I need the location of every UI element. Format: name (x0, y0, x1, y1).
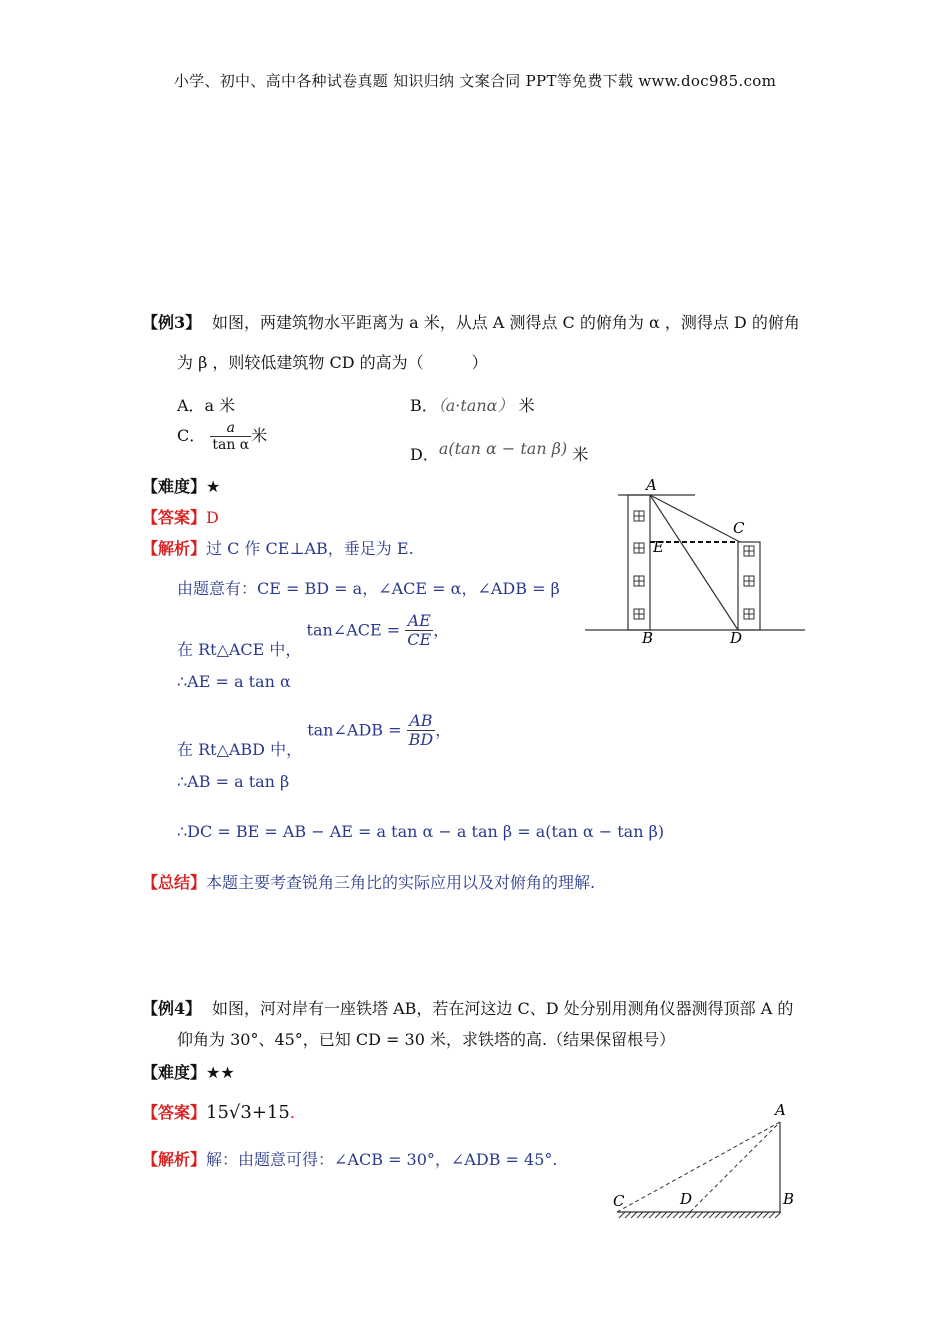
ex3-label: 【例3】 (142, 313, 202, 332)
ex3-solution-line4: 在 Rt△ABD 中， tan∠ADB = $\frac{AB}{BD}$ ， (177, 711, 452, 760)
tall-building-windows (634, 511, 644, 619)
ground-hatching (619, 1212, 781, 1218)
ex3-analysis: 【解析】过 C 作 CE⊥AB，垂足为 E. (142, 539, 414, 558)
line-ca-dashed (617, 1122, 780, 1212)
ex3-stem-line1: 如图，两建筑物水平距离为 a 米，从点 A 测得点 C 的俯角为 α ，测得点 D 的俯角 (212, 313, 800, 332)
ex3-fraction-ae-ce: $\frac{AE}{CE}$ (407, 611, 432, 650)
line-ad (650, 495, 738, 630)
ex3-difficulty: 【难度】★ (142, 477, 221, 496)
ex3-option-d: D．a(tan α − tan β) 米 (410, 439, 589, 464)
ex3-option-c-fraction: $\frac{a}{\text{tan α}}$ (212, 420, 250, 454)
ex3-solution-line2: 在 Rt△ACE 中， tan∠ACE = $\frac{AE}{CE}$ ， (177, 611, 450, 660)
ex4-stem-line1: 如图，河对岸有一座铁塔 AB，若在河这边 C、D 处分别用测角仪器测得顶部 A 的 (212, 999, 794, 1018)
label-c: C (613, 1192, 625, 1210)
ex3-stem-line2: 为 β ，则较低建筑物 CD 的高为（ ） (177, 353, 488, 372)
ex3-solution-line6: ∴DC = BE = AB − AE = a tan α − a tan β = a(tan α − tan β) (177, 822, 665, 841)
ex3-answer: 【答案】D (142, 508, 219, 527)
label-b: B (642, 629, 654, 647)
ex3-option-c: C． $\frac{a}{\text{tan α}}$ 米 (177, 420, 268, 454)
ex3-fraction-ab-bd: $\frac{AB}{BD}$ (408, 711, 434, 750)
ex3-building-figure (580, 470, 810, 650)
label-c: C (733, 519, 745, 537)
line-da-dashed (690, 1122, 780, 1212)
label-a: A (775, 1101, 786, 1119)
ex4-difficulty: 【难度】★★ (142, 1063, 235, 1082)
label-a: A (646, 476, 657, 494)
ex3-option-b: B．（a·tanα） 米 (410, 396, 535, 415)
ex4-label: 【例4】 (142, 999, 202, 1018)
short-building-windows (744, 546, 754, 619)
ex3-solution-line1: 由题意有：CE = BD = a，∠ACE = α，∠ADB = β (177, 579, 560, 598)
ex3-summary: 【总结】本题主要考查锐角三角比的实际应用以及对俯角的理解. (142, 873, 596, 892)
ex3-option-a: A．a 米 (177, 396, 236, 415)
ex4-tower-figure (605, 1100, 805, 1225)
ex4-stem-line2: 仰角为 30°、45°，已知 CD = 30 米，求铁塔的高.（结果保留根号） (177, 1030, 676, 1049)
label-d: D (730, 629, 743, 647)
label-e: E (653, 538, 664, 556)
page-header: 小学、初中、高中各种试卷真题 知识归纳 文案合同 PPT等免费下载 www.doc985.com (173, 72, 777, 90)
ex3-solution-line3: ∴AE = a tan α (177, 672, 291, 691)
ex4-answer: 【答案】15√3+15. (142, 1102, 295, 1123)
ex4-analysis: 【解析】解：由题意可得：∠ACB = 30°，∠ADB = 45°. (142, 1150, 558, 1169)
label-b: B (783, 1190, 795, 1208)
line-ac (650, 495, 740, 542)
ex3-solution-line5: ∴AB = a tan β (177, 772, 290, 791)
label-d: D (680, 1190, 693, 1208)
